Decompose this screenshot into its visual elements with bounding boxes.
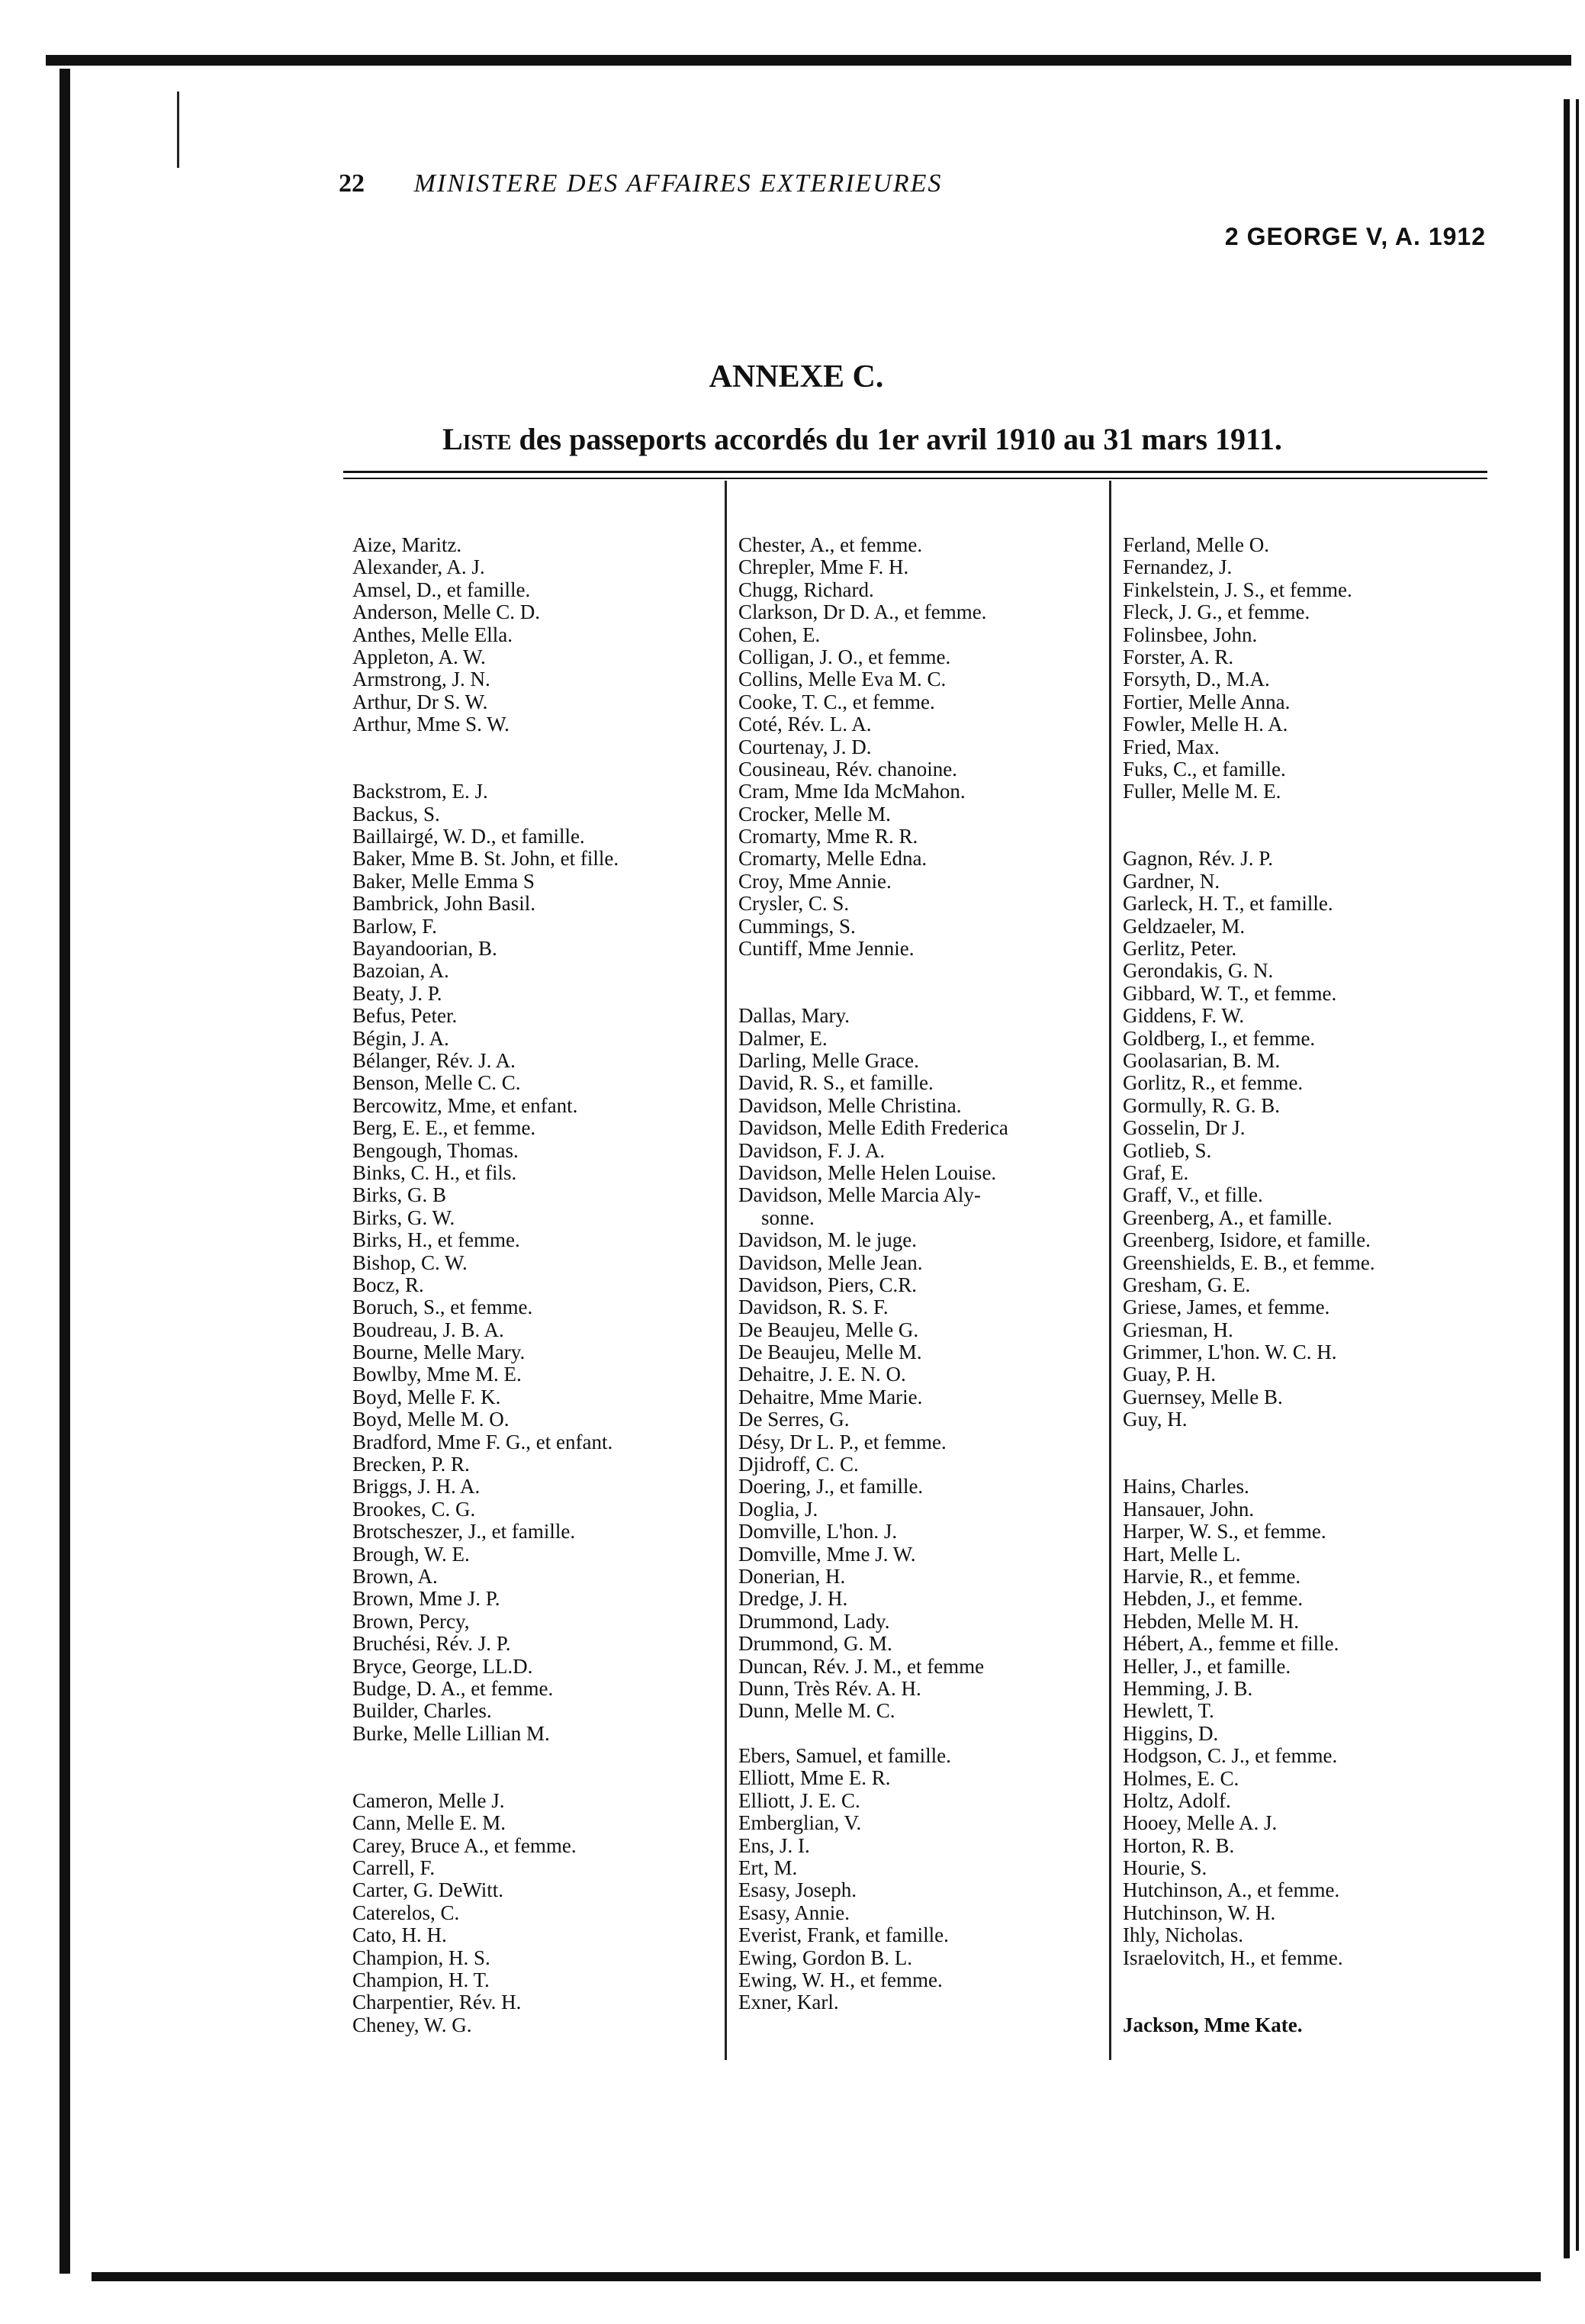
list-item: Hooey, Melle A. J. — [1123, 1811, 1278, 1835]
list-item: Guay, P. H. — [1123, 1363, 1217, 1386]
list-item: Guernsey, Melle B. — [1123, 1385, 1283, 1408]
list-item: Baker, Mme B. St. John, et fille. — [352, 847, 619, 871]
list-item: Hebden, Melle M. H. — [1123, 1609, 1299, 1633]
list-item: Alexander, A. J. — [352, 555, 485, 579]
scan-border-bottom — [92, 2272, 1541, 2281]
list-item: De Beaujeu, Melle M. — [738, 1341, 922, 1364]
list-item: Coté, Rév. L. A. — [738, 713, 872, 736]
list-item: Greenshields, E. B., et femme. — [1123, 1251, 1375, 1274]
list-item: Heller, J., et famille. — [1123, 1654, 1291, 1678]
list-item: Ewing, W. H., et femme. — [738, 1968, 943, 1991]
list-item: Domville, Mme J. W. — [738, 1542, 916, 1566]
list-item: Beaty, J. P. — [352, 981, 442, 1005]
list-item: Dalmer, E. — [738, 1026, 828, 1050]
scan-mark — [177, 92, 179, 168]
list-item: Bryce, George, LL.D. — [352, 1654, 533, 1678]
list-item: Gerlitz, Peter. — [1123, 937, 1237, 961]
list-item: Bishop, C. W. — [352, 1251, 468, 1274]
list-item: Griesman, H. — [1123, 1318, 1233, 1341]
list-item: Hébert, A., femme et fille. — [1123, 1632, 1339, 1656]
list-item: Armstrong, J. N. — [352, 668, 490, 691]
list-item: Gormully, R. G. B. — [1123, 1093, 1281, 1117]
list-caption — [442, 421, 1282, 457]
list-item: Higgins, D. — [1123, 1721, 1219, 1745]
list-item: Emberglian, V. — [738, 1811, 862, 1835]
list-item: Ebers, Samuel, et famille. — [738, 1744, 951, 1768]
list-item: Davidson, F. J. A. — [738, 1138, 886, 1162]
list-item: Horton, R. B. — [1123, 1833, 1235, 1857]
list-item: Boruch, S., et femme. — [352, 1296, 533, 1319]
list-item: Darling, Melle Grace. — [738, 1048, 919, 1072]
list-item: Hewlett, T. — [1123, 1699, 1214, 1723]
list-item: Charpentier, Rév. H. — [352, 1991, 522, 2014]
title-rule — [343, 471, 1487, 473]
list-item: Giddens, F. W. — [1123, 1004, 1245, 1028]
list-item: Davidson, Melle Helen Louise. — [738, 1160, 997, 1184]
list-item: Gibbard, W. T., et femme. — [1123, 981, 1337, 1005]
list-item: Hodgson, C. J., et femme. — [1123, 1744, 1338, 1768]
list-item: Chrepler, Mme F. H. — [738, 555, 909, 579]
list-item: Goolasarian, B. M. — [1123, 1049, 1281, 1072]
list-item: Boyd, Melle F. K. — [352, 1385, 501, 1408]
list-item: De Beaujeu, Melle G. — [738, 1318, 919, 1341]
list-item: Brookes, C. G. — [352, 1497, 476, 1521]
list-item: Finkelstein, J. S., et femme. — [1123, 578, 1352, 601]
list-item: Aize, Maritz. — [352, 533, 462, 556]
list-item: Désy, Dr L. P., et femme. — [738, 1430, 947, 1453]
list-item: Jackson, Mme Kate. — [1123, 2013, 1303, 2036]
list-item: Esasy, Annie. — [738, 1901, 850, 1924]
list-item: Dehaitre, Mme Marie. — [738, 1385, 923, 1408]
list-item: Befus, Peter. — [352, 1004, 458, 1028]
list-item: Bercowitz, Mme, et enfant. — [352, 1093, 578, 1117]
list-item: Budge, D. A., et femme. — [352, 1676, 554, 1700]
list-item: Ens, J. I. — [738, 1833, 810, 1857]
list-item: Gerondakis, G. N. — [1123, 959, 1274, 983]
list-item: Brown, A. — [352, 1564, 438, 1588]
list-item: Hains, Charles. — [1123, 1475, 1249, 1498]
list-item: Forsyth, D., M.A. — [1123, 668, 1270, 691]
list-item: Builder, Charles. — [352, 1699, 492, 1723]
list-item: Champion, H. T. — [352, 1968, 490, 1992]
list-item: Colligan, J. O., et femme. — [738, 645, 951, 668]
list-item: Hebden, J., et femme. — [1123, 1587, 1304, 1611]
list-item: Exner, Karl. — [738, 1991, 839, 2014]
names-column-1 — [352, 534, 734, 2036]
list-item: Brotscheszer, J., et famille. — [352, 1520, 576, 1543]
list-item: Donerian, H. — [738, 1564, 846, 1588]
list-item: Cheney, W. G. — [352, 2013, 472, 2036]
list-item: Birks, G. B — [352, 1183, 447, 1207]
list-item: Cram, Mme Ida McMahon. — [738, 780, 966, 803]
list-item: Ert, M. — [738, 1856, 798, 1880]
list-item: Greenberg, Isidore, et famille. — [1123, 1228, 1371, 1252]
list-item: Grimmer, L'hon. W. C. H. — [1123, 1341, 1337, 1364]
list-item: Davidson, Piers, C.R. — [738, 1273, 918, 1296]
list-item: Guy, H. — [1123, 1408, 1188, 1431]
list-item: Chugg, Richard. — [738, 578, 874, 601]
list-item: Folinsbee, John. — [1123, 623, 1258, 646]
list-item: Cromarty, Melle Edna. — [738, 847, 928, 871]
list-item: Hourie, S. — [1123, 1856, 1207, 1880]
caption-lead: Liste — [442, 422, 512, 456]
list-item: Harvie, R., et femme. — [1123, 1565, 1301, 1588]
list-item: Fleck, J. G., et femme. — [1123, 600, 1310, 624]
list-item: Bayandoorian, B. — [352, 937, 497, 961]
list-item: Davidson, Melle Jean. — [738, 1251, 923, 1274]
list-item: Chester, A., et femme. — [738, 533, 923, 556]
list-item: Arthur, Dr S. W. — [352, 690, 488, 713]
list-item: Davidson, M. le juge. — [738, 1228, 917, 1252]
list-item: Forster, A. R. — [1123, 645, 1234, 668]
list-item: Cromarty, Mme R. R. — [738, 825, 918, 848]
list-item: Fernandez, J. — [1123, 555, 1233, 579]
list-item: Hemming, J. B. — [1123, 1676, 1253, 1700]
list-item-continuation: sonne. — [761, 1205, 815, 1229]
list-item: Boudreau, J. B. A. — [352, 1318, 504, 1341]
scan-border-left — [59, 69, 70, 2274]
list-item: Burke, Melle Lillian M. — [352, 1721, 550, 1745]
list-item: Cooke, T. C., et femme. — [738, 690, 935, 713]
list-item: Ihly, Nicholas. — [1123, 1923, 1243, 1947]
list-item: Bourne, Melle Mary. — [352, 1341, 526, 1364]
list-item: Crysler, C. S. — [738, 892, 850, 916]
list-item: Bazoian, A. — [352, 959, 449, 983]
list-item: Amsel, D., et famille. — [352, 578, 531, 601]
list-item: Cummings, S. — [738, 914, 856, 938]
list-item: Cousineau, Rév. chanoine. — [738, 757, 957, 781]
list-item: Briggs, J. H. A. — [352, 1475, 481, 1498]
list-item: Dunn, Melle M. C. — [738, 1699, 895, 1723]
list-item: David, R. S., et famille. — [738, 1071, 934, 1095]
list-item: Dunn, Très Rév. A. H. — [738, 1676, 921, 1700]
list-item: Birks, G. W. — [352, 1205, 455, 1229]
list-item: Cann, Melle E. M. — [352, 1811, 506, 1835]
list-item: Dehaitre, J. E. N. O. — [738, 1363, 906, 1386]
list-item: Dallas, Mary. — [738, 1004, 850, 1028]
list-item: Fuks, C., et famille. — [1123, 757, 1286, 781]
list-item: Garleck, H. T., et famille. — [1123, 892, 1333, 916]
list-item: Brown, Percy, — [352, 1609, 470, 1633]
list-item: Geldzaeler, M. — [1123, 914, 1246, 938]
list-item: Cameron, Melle J. — [352, 1788, 505, 1812]
list-item: Berg, E. E., et femme. — [352, 1116, 536, 1140]
list-item: Brecken, P. R. — [352, 1453, 470, 1476]
list-item: Griese, James, et femme. — [1123, 1296, 1330, 1319]
list-item: Gosselin, Dr J. — [1123, 1116, 1246, 1140]
annex-title: ANNEXE C. — [709, 359, 884, 394]
list-item: Bélanger, Rév. J. A. — [352, 1049, 516, 1072]
list-item: Bruchési, Rév. J. P. — [352, 1632, 511, 1656]
list-item: Clarkson, Dr D. A., et femme. — [738, 600, 987, 624]
list-item: Gotlieb, S. — [1123, 1138, 1212, 1162]
list-item: De Serres, G. — [738, 1408, 850, 1431]
scan-border-right — [1564, 99, 1570, 2258]
list-item: Davidson, Melle Edith Frederica — [738, 1116, 1008, 1140]
list-item: Fortier, Melle Anna. — [1123, 690, 1291, 713]
list-item: Hutchinson, W. H. — [1123, 1901, 1276, 1924]
list-item: Champion, H. S. — [352, 1946, 490, 1969]
list-item: Domville, L'hon. J. — [738, 1520, 898, 1543]
list-item: Bradford, Mme F. G., et enfant. — [352, 1430, 613, 1453]
list-item: Birks, H., et femme. — [352, 1228, 520, 1252]
scan-border-top — [46, 55, 1571, 66]
list-item: Backus, S. — [352, 802, 440, 826]
list-item: Bocz, R. — [352, 1273, 424, 1296]
list-item: Backstrom, E. J. — [352, 780, 488, 803]
list-item: Davidson, R. S. F. — [738, 1296, 889, 1319]
list-item: Harper, W. S., et femme. — [1123, 1520, 1326, 1543]
list-item: Hart, Melle L. — [1123, 1542, 1241, 1566]
list-item: Brown, Mme J. P. — [352, 1587, 500, 1611]
list-item: Davidson, Melle Marcia Aly- — [738, 1183, 981, 1207]
scan-border-right-inner — [1576, 99, 1579, 2251]
page-number: 22 — [339, 169, 365, 198]
regnal-year: 2 GEORGE V, A. 1912 — [1224, 223, 1486, 250]
list-item: Esasy, Joseph. — [738, 1878, 857, 1902]
list-item: Drummond, G. M. — [738, 1632, 892, 1656]
list-item: Cato, H. H. — [352, 1923, 447, 1947]
list-item: Bambrick, John Basil. — [352, 892, 535, 916]
list-item: Hansauer, John. — [1123, 1497, 1255, 1521]
list-item: Crocker, Melle M. — [738, 802, 891, 826]
list-item: Hutchinson, A., et femme. — [1123, 1878, 1340, 1902]
list-item: Fuller, Melle M. E. — [1123, 780, 1281, 803]
list-item: Dredge, J. H. — [738, 1587, 848, 1611]
list-item: Gagnon, Rév. J. P. — [1123, 847, 1274, 871]
list-item: Gresham, G. E. — [1123, 1273, 1251, 1296]
list-item: Anthes, Melle Ella. — [352, 623, 513, 646]
list-item: Greenberg, A., et famille. — [1123, 1205, 1333, 1229]
list-item: Duncan, Rév. J. M., et femme — [738, 1654, 985, 1678]
names-column-2 — [738, 534, 1120, 2014]
list-item: Carey, Bruce A., et femme. — [352, 1833, 577, 1857]
list-item: Anderson, Melle C. D. — [352, 600, 540, 624]
list-item: Binks, C. H., et fils. — [352, 1160, 517, 1184]
list-item: Collins, Melle Eva M. C. — [738, 668, 947, 691]
list-item: Benson, Melle C. C. — [352, 1071, 521, 1095]
title-rule-double — [343, 478, 1487, 479]
list-item: Boyd, Melle M. O. — [352, 1408, 510, 1431]
names-column-3 — [1123, 534, 1550, 2036]
list-item: Graff, V., et fille. — [1123, 1183, 1263, 1207]
list-item: Carrell, F. — [352, 1856, 436, 1880]
list-item: Israelovitch, H., et femme. — [1123, 1946, 1343, 1969]
list-item: Appleton, A. W. — [352, 645, 486, 668]
list-item: Davidson, Melle Christina. — [738, 1093, 962, 1117]
list-item: Fowler, Melle H. A. — [1123, 713, 1288, 736]
list-item: Ewing, Gordon B. L. — [738, 1946, 912, 1969]
list-item: Arthur, Mme S. W. — [352, 713, 510, 736]
list-item: Elliott, Mme E. R. — [738, 1766, 891, 1790]
list-item: Gorlitz, R., et femme. — [1123, 1071, 1304, 1095]
list-item: Holmes, E. C. — [1123, 1766, 1239, 1790]
list-item: Caterelos, C. — [352, 1901, 460, 1924]
list-item: Graf, E. — [1123, 1160, 1189, 1184]
list-item: Barlow, F. — [352, 914, 437, 938]
list-item: Bengough, Thomas. — [352, 1138, 519, 1162]
list-item: Baillairgé, W. D., et famille. — [352, 825, 585, 848]
list-item: Bowlby, Mme M. E. — [352, 1363, 522, 1386]
list-item: Courtenay, J. D. — [738, 735, 872, 758]
list-item: Doglia, J. — [738, 1497, 818, 1521]
list-item: Brough, W. E. — [352, 1542, 470, 1566]
list-item: Goldberg, I., et femme. — [1123, 1026, 1316, 1050]
list-item: Ferland, Melle O. — [1123, 533, 1269, 556]
list-item: Cohen, E. — [738, 623, 821, 646]
list-item: Elliott, J. E. C. — [738, 1788, 860, 1812]
list-item: Croy, Mme Annie. — [738, 869, 892, 893]
list-item: Carter, G. DeWitt. — [352, 1878, 504, 1902]
list-item: Fried, Max. — [1123, 735, 1220, 758]
list-item: Cuntiff, Mme Jennie. — [738, 937, 915, 961]
list-item: Djidroff, C. C. — [738, 1453, 859, 1476]
running-head: MINISTERE DES AFFAIRES EXTERIEURES — [413, 169, 943, 198]
list-item: Gardner, N. — [1123, 869, 1220, 893]
list-item: Everist, Frank, et famille. — [738, 1923, 949, 1947]
list-item: Doering, J., et famille. — [738, 1475, 924, 1498]
list-item: Holtz, Adolf. — [1123, 1788, 1231, 1812]
list-item: Drummond, Lady. — [738, 1609, 890, 1633]
caption-rest: des passeports accordés du 1er avril 1910 au 31 mars 1911. — [511, 422, 1282, 456]
list-item: Baker, Melle Emma S — [352, 869, 535, 893]
list-item: Bégin, J. A. — [352, 1026, 449, 1050]
